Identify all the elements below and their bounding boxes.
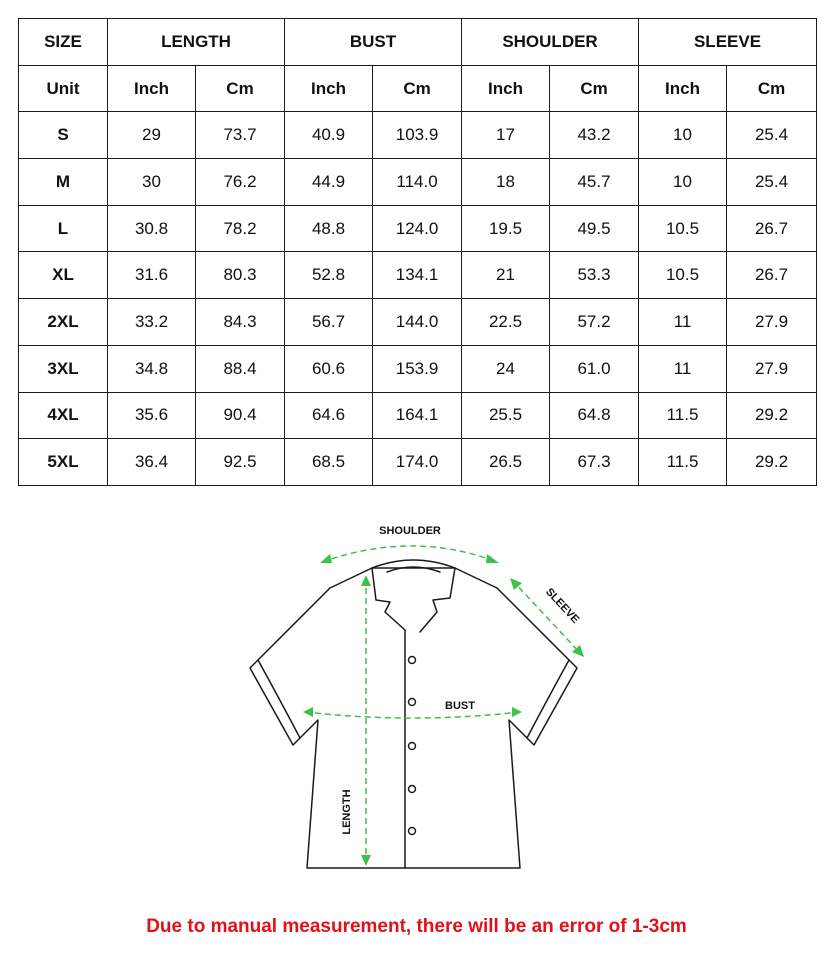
bust-arrow-left-icon: [303, 707, 313, 717]
measurement-cell: 43.2: [550, 112, 639, 159]
unit-length-inch: Inch: [108, 65, 196, 112]
length-label: LENGTH: [341, 789, 353, 835]
header-sleeve: SLEEVE: [639, 19, 817, 66]
measurement-cell: 64.8: [550, 392, 639, 439]
button: [409, 657, 416, 664]
size-cell: 2XL: [19, 299, 108, 346]
group-header-row: [19, 19, 817, 66]
measurement-cell: 44.9: [285, 159, 373, 206]
unit-bust-cm: Cm: [373, 65, 462, 112]
sleeve-label: SLEEVE: [543, 585, 582, 626]
measurement-cell: 164.1: [373, 392, 462, 439]
measurement-cell: 57.2: [550, 299, 639, 346]
header-length: LENGTH: [108, 19, 285, 66]
measurement-cell: 11.5: [639, 392, 727, 439]
measurement-cell: 33.2: [108, 299, 196, 346]
measurement-cell: 10: [639, 112, 727, 159]
measurement-cell: 61.0: [550, 345, 639, 392]
measurement-cell: 88.4: [196, 345, 285, 392]
header-bust: BUST: [285, 19, 462, 66]
measurement-cell: 53.3: [550, 252, 639, 299]
bust-label: BUST: [445, 700, 475, 712]
measurement-cell: 31.6: [108, 252, 196, 299]
measurement-cell: 22.5: [462, 299, 550, 346]
measurement-cell: 27.9: [727, 299, 817, 346]
table-row: [19, 439, 817, 486]
measurement-cell: 78.2: [196, 205, 285, 252]
button: [409, 828, 416, 835]
collar-left: [372, 568, 405, 630]
measurement-cell: 21: [462, 252, 550, 299]
size-cell: 5XL: [19, 439, 108, 486]
measurement-cell: 25.4: [727, 159, 817, 206]
measurement-cell: 29.2: [727, 439, 817, 486]
measurement-cell: 10: [639, 159, 727, 206]
measurement-cell: 56.7: [285, 299, 373, 346]
measurement-cell: 92.5: [196, 439, 285, 486]
unit-label: Unit: [19, 65, 108, 112]
measurement-cell: 25.4: [727, 112, 817, 159]
header-size: SIZE: [19, 19, 108, 66]
size-chart-table: [18, 18, 817, 486]
measurement-cell: 26.5: [462, 439, 550, 486]
header-shoulder: SHOULDER: [462, 19, 639, 66]
table-row: [19, 299, 817, 346]
measurement-cell: 174.0: [373, 439, 462, 486]
unit-header-row: [19, 65, 817, 112]
measurement-cell: 49.5: [550, 205, 639, 252]
button: [409, 743, 416, 750]
measurement-cell: 68.5: [285, 439, 373, 486]
measurement-cell: 11: [639, 299, 727, 346]
button: [409, 786, 416, 793]
measurement-cell: 26.7: [727, 252, 817, 299]
shoulder-arrow-right-icon: [486, 554, 499, 563]
measurement-cell: 29.2: [727, 392, 817, 439]
unit-shoulder-inch: Inch: [462, 65, 550, 112]
measurement-cell: 64.6: [285, 392, 373, 439]
measurement-cell: 90.4: [196, 392, 285, 439]
measurement-cell: 60.6: [285, 345, 373, 392]
size-cell: S: [19, 112, 108, 159]
measurement-cell: 29: [108, 112, 196, 159]
table-row: [19, 112, 817, 159]
measurement-cell: 18: [462, 159, 550, 206]
size-cell: 4XL: [19, 392, 108, 439]
table-row: [19, 205, 817, 252]
measurement-cell: 25.5: [462, 392, 550, 439]
measurement-cell: 67.3: [550, 439, 639, 486]
measurement-cell: 24: [462, 345, 550, 392]
collar-right: [420, 568, 455, 632]
shoulder-arrow-left-icon: [320, 554, 332, 563]
measurement-cell: 84.3: [196, 299, 285, 346]
measurement-cell: 80.3: [196, 252, 285, 299]
unit-shoulder-cm: Cm: [550, 65, 639, 112]
measurement-cell: 11: [639, 345, 727, 392]
size-rows: [19, 112, 817, 486]
measurement-cell: 30: [108, 159, 196, 206]
measurement-cell: 73.7: [196, 112, 285, 159]
shirt-body-outline: [250, 568, 577, 868]
measurement-cell: 114.0: [373, 159, 462, 206]
bust-arrow-right-icon: [512, 707, 522, 717]
size-cell: M: [19, 159, 108, 206]
bust-measure-line: [305, 712, 520, 718]
table-row: [19, 345, 817, 392]
length-arrow-bottom-icon: [361, 855, 371, 866]
measurement-cell: 48.8: [285, 205, 373, 252]
measurement-cell: 76.2: [196, 159, 285, 206]
measurement-cell: 10.5: [639, 205, 727, 252]
size-cell: L: [19, 205, 108, 252]
size-cell: XL: [19, 252, 108, 299]
measurement-cell: 36.4: [108, 439, 196, 486]
measurement-cell: 35.6: [108, 392, 196, 439]
shirt-measurement-diagram: [0, 500, 833, 890]
measurement-cell: 103.9: [373, 112, 462, 159]
measurement-cell: 11.5: [639, 439, 727, 486]
shoulder-label: SHOULDER: [379, 525, 441, 537]
measurement-cell: 144.0: [373, 299, 462, 346]
measurement-cell: 124.0: [373, 205, 462, 252]
table-row: [19, 252, 817, 299]
measurement-cell: 30.8: [108, 205, 196, 252]
measurement-cell: 34.8: [108, 345, 196, 392]
measurement-cell: 19.5: [462, 205, 550, 252]
measurement-cell: 26.7: [727, 205, 817, 252]
measurement-cell: 10.5: [639, 252, 727, 299]
table-row: [19, 392, 817, 439]
measurement-cell: 27.9: [727, 345, 817, 392]
measurement-cell: 134.1: [373, 252, 462, 299]
length-arrow-top-icon: [361, 575, 371, 586]
unit-bust-inch: Inch: [285, 65, 373, 112]
measurement-note: Due to manual measurement, there will be an error of 1-3cm: [146, 916, 687, 937]
sleeve-cuff-left: [258, 660, 300, 738]
measurement-cell: 153.9: [373, 345, 462, 392]
table-row: [19, 159, 817, 206]
measurement-cell: 17: [462, 112, 550, 159]
measurement-cell: 45.7: [550, 159, 639, 206]
size-cell: 3XL: [19, 345, 108, 392]
measurement-cell: 52.8: [285, 252, 373, 299]
sleeve-cuff-right: [527, 660, 569, 738]
button: [409, 699, 416, 706]
measurement-cell: 40.9: [285, 112, 373, 159]
unit-sleeve-cm: Cm: [727, 65, 817, 112]
unit-length-cm: Cm: [196, 65, 285, 112]
unit-sleeve-inch: Inch: [639, 65, 727, 112]
